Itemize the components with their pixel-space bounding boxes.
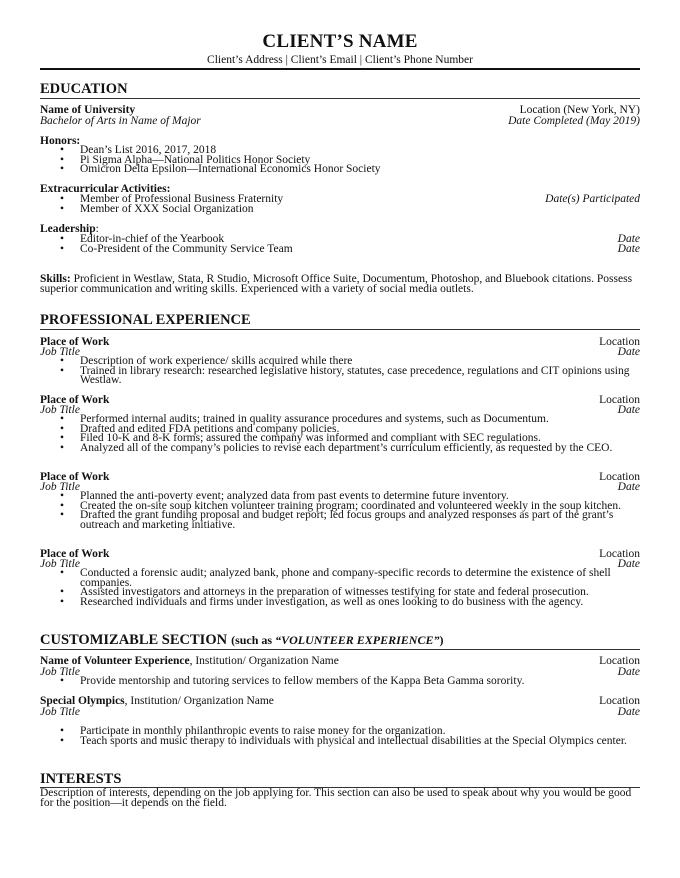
job-location: Location [599,336,640,348]
participation-date: Date(s) Participated [545,193,640,205]
job-bullets [40,492,640,530]
custom-item-name: Name of Volunteer Experience [40,655,190,667]
extracurricular-list [40,195,640,214]
item-date: Date [617,233,640,245]
list-item: • Trained in library research: researched legislative history, statutes, case precedence, regulations and CIT opinions using Westlaw. [40,367,640,386]
leadership-colon: : [95,223,99,235]
list-item: • Created the on-site soup kitchen volunteer training program; coordinated and volunteered weekly in the soup kitchen. [40,502,640,512]
list-item: • Researched individuals and firms under investigation, as well as ones looking to do business with the agency. [40,598,640,608]
item-date: Date [617,242,640,255]
list-item: • Provide mentorship and tutoring services to fellow members of the Kappa Beta Gamma sorority. [40,677,640,687]
custom-item-title: Job Title [40,706,80,718]
list-item: • Omicron Delta Epsilon—International Economics Honor Society [40,165,640,175]
extracurricular-label: Extracurricular Activities: [40,183,171,195]
custom-item-date: Date [617,666,640,678]
job-place: Place of Work [40,336,110,348]
section-subtitle: (such as “VOLUNTEER EXPERIENCE”) [231,633,444,647]
list-item-text: Editor-in-chief of the Yearbook [80,233,225,245]
list-item: • Planned the anti-poverty event; analyzed data from past events to determine future inventory. [40,492,640,502]
section-divider [40,98,640,99]
custom-item-title: Job Title [40,666,80,678]
list-item-text: Co-President of the Community Service Team [80,242,293,255]
job-title: Job Title [40,481,80,493]
custom-item-date: Date [617,706,640,718]
custom-item-bullets [40,727,640,746]
list-item [40,242,640,255]
list-item: • Member of XXX Social Organization [40,205,640,215]
job-title: Job Title [40,404,80,416]
degree: Bachelor of Arts in Name of Major [40,115,201,127]
list-item: • Dean’s List 2016, 2017, 2018 [40,146,640,156]
client-contact-line: Client’s Address | Client’s Email | Client’s Phone Number [207,54,473,66]
job-bullets [40,569,640,607]
leadership-list [40,235,640,254]
honors-label: Honors: [40,135,81,147]
custom-item-org: , Institution/ Organization Name [124,695,274,707]
job-date: Date [617,404,640,416]
list-item: • Performed internal audits; trained in quality assurance procedures and systems, such as Documentum. [40,415,640,425]
job-place: Place of Work [40,394,110,406]
custom-item-location: Location [599,695,640,707]
section-title-experience: PROFESSIONAL EXPERIENCE [40,312,251,328]
section-divider [40,329,640,330]
custom-item-location: Location [599,655,640,667]
job-place: Place of Work [40,471,110,483]
list-item: • Pi Sigma Alpha—National Politics Honor Society [40,156,640,166]
custom-item-org: , Institution/ Organization Name [189,655,339,667]
interests-paragraph: Description of interests, depending on the job applying for. This section can also be used to speak about why you would be good for the position—it depends on the field. [40,787,632,809]
custom-item-bullets [40,677,640,687]
list-item: • Participate in monthly philanthropic events to raise money for the organization. [40,727,640,737]
honors-list [40,146,640,175]
job-bullets [40,357,640,386]
skills-label: Skills: [40,273,71,285]
section-title-interests: INTERESTS [40,771,122,787]
list-item-text: Member of Professional Business Fraternity [80,193,284,205]
university-location: Location (New York, NY) [519,104,640,116]
section-divider [40,649,640,650]
list-item: • Assisted investigators and attorneys in the preparation of witnesses testifying for state and federal prosecution. [40,588,640,598]
skills-paragraph [40,275,640,294]
list-item: • Teach sports and music therapy to individuals with physical and intellectual disabilities at the Special Olympics center. [40,737,640,747]
list-item: • Filed 10-K and 8-K forms; assured the company was informed and compliant with SEC regulations. [40,434,640,444]
job-date: Date [617,558,640,570]
job-date: Date [617,346,640,358]
header-divider [40,68,640,70]
leadership-label: Leadership [40,223,96,235]
list-item: • Conducted a forensic audit; analyzed bank, phone and company-specific records to determine the existence of shell companies. [40,569,640,588]
section-title-custom-row [40,632,640,648]
job-title: Job Title [40,346,80,358]
skills-text: Proficient in Westlaw, Stata, R Studio, Microsoft Office Suite, Documentum, Photoshop, and Bluebook citations. Possess superior communication and writing skills. Experienced with a variety of social media outlets. [40,273,633,295]
job-location: Location [599,548,640,560]
university-name: Name of University [40,104,136,116]
job-place: Place of Work [40,548,110,560]
job-bullets [40,415,640,453]
list-item: • Analyzed all of the company’s policies to revise each department’s curriculum efficiently, as requested by the CEO. [40,444,640,454]
job-location: Location [599,394,640,406]
list-item: • Description of work experience/ skills acquired while there [40,357,640,367]
degree-date: Date Completed (May 2019) [508,115,640,127]
job-title: Job Title [40,558,80,570]
client-name: CLIENT’S NAME [262,31,418,52]
job-date: Date [617,481,640,493]
custom-item-name: Special Olympics [40,695,125,707]
job-location: Location [599,471,640,483]
section-title-custom: CUSTOMIZABLE SECTION [40,632,228,648]
list-item: • Drafted and edited FDA petitions and company policies. [40,425,640,435]
section-title-education: EDUCATION [40,81,128,97]
list-item: • Drafted the grant funding proposal and budget report; led focus groups and analyzed responses as part of the grant’s outreach and marketing initiative. [40,511,640,530]
